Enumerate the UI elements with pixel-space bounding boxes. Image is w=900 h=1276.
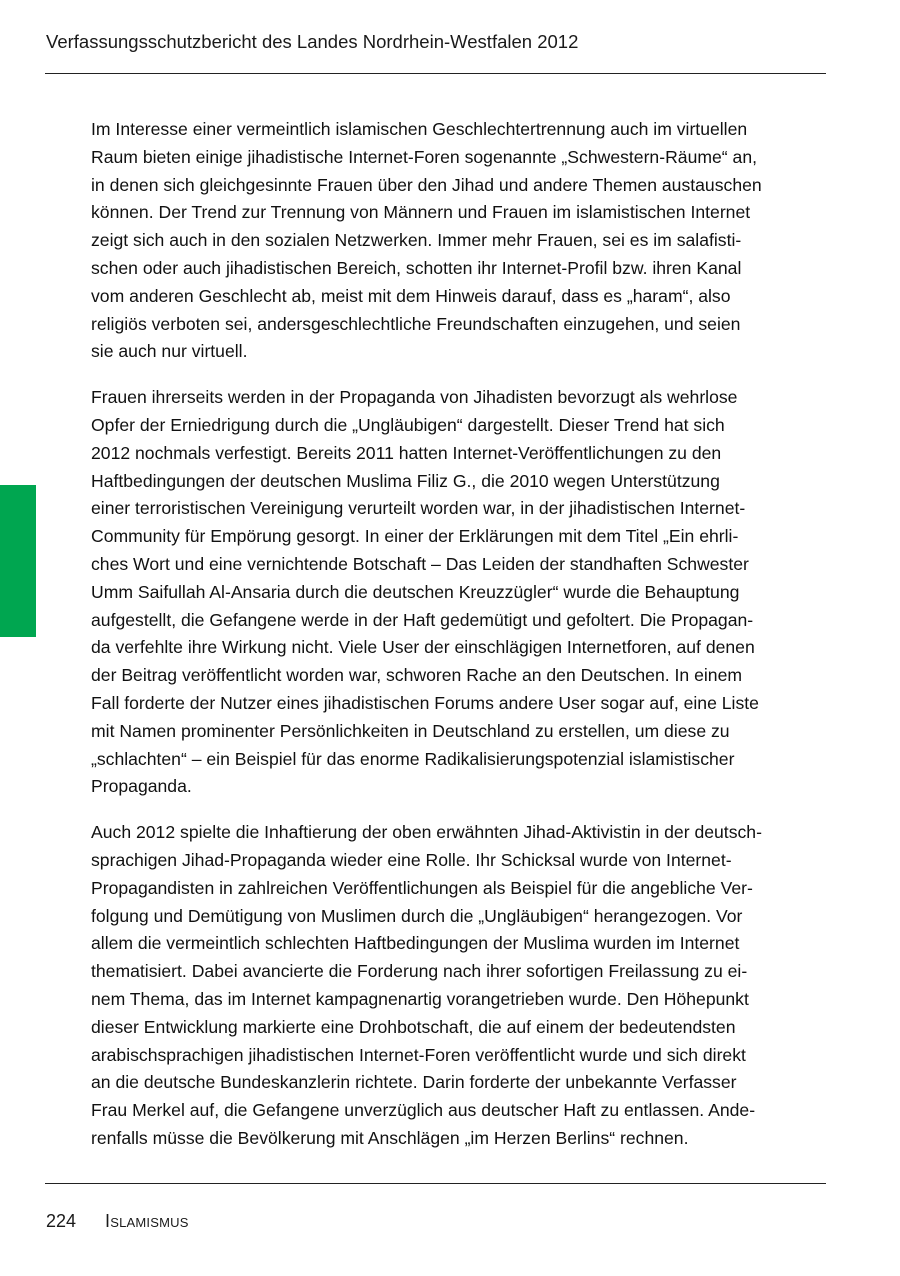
text-line: aufgestellt, die Gefangene werde in der Haft gedemütigt und gefoltert. Die Propagan- bbox=[91, 609, 754, 630]
text-line: religiös verboten sei, andersgeschlechtliche Freundschaften einzugehen, und seien bbox=[91, 313, 741, 334]
text-line: schen oder auch jihadistischen Bereich, schotten ihr Internet-Profil bzw. ihren Kanal bbox=[91, 257, 742, 278]
text-line: ches Wort und eine vernichtende Botschaft – Das Leiden der standhaften Schwester bbox=[91, 553, 749, 574]
text-line: Community für Empörung gesorgt. In einer der Erklärungen mit dem Titel „Ein ehrli- bbox=[91, 526, 739, 547]
text-line: sprachigen Jihad-Propaganda wieder eine Rolle. Ihr Schicksal wurde von Internet- bbox=[91, 849, 732, 870]
text-line: einer terroristischen Vereinigung verurteilt worden war, in der jihadistischen Internet- bbox=[91, 498, 746, 519]
text-line: „schlachten“ – ein Beispiel für das enorme Radikalisierungspotenzial islamistischer bbox=[91, 748, 735, 769]
body-text bbox=[91, 116, 829, 1171]
chapter-tab-marker bbox=[0, 485, 36, 637]
page-number: 224 bbox=[46, 1211, 77, 1231]
text-line: Fall forderte der Nutzer eines jihadistischen Forums andere User sogar auf, eine Liste bbox=[91, 692, 759, 713]
text-line: Raum bieten einige jihadistische Internet-Foren sogenannte „Schwestern-Räume“ an, bbox=[91, 146, 757, 167]
paragraph-2 bbox=[91, 384, 829, 801]
text-line: sie auch nur virtuell. bbox=[91, 341, 248, 362]
text-line: mit Namen prominenter Persönlichkeiten in Deutschland zu erstellen, um diese zu bbox=[91, 720, 730, 741]
text-line: 2012 nochmals verfestigt. Bereits 2011 hatten Internet-Veröffentlichungen zu den bbox=[91, 442, 722, 463]
text-line: Im Interesse einer vermeintlich islamischen Geschlechtertrennung auch im virtuellen bbox=[91, 119, 748, 139]
text-line: in denen sich gleichgesinnte Frauen über den Jihad und andere Themen austauschen bbox=[91, 174, 762, 195]
text-line: folgung und Demütigung von Muslimen durch die „Ungläubigen“ herangezogen. Vor bbox=[91, 905, 743, 926]
footer-divider bbox=[45, 1183, 826, 1184]
text-line: der Beitrag veröffentlicht worden war, schworen Rache an den Deutschen. In einem bbox=[91, 665, 743, 686]
text-line: vom anderen Geschlecht ab, meist mit dem Hinweis darauf, dass es „haram“, also bbox=[91, 285, 731, 306]
text-line: Frau Merkel auf, die Gefangene unverzüglich aus deutscher Haft zu entlassen. Ande- bbox=[91, 1100, 756, 1121]
text-line: Auch 2012 spielte die Inhaftierung der oben erwähnten Jihad-Aktivistin in der deutsch- bbox=[91, 822, 762, 843]
text-line: zeigt sich auch in den sozialen Netzwerken. Immer mehr Frauen, sei es im salafisti- bbox=[91, 230, 742, 251]
paragraph-1 bbox=[91, 116, 829, 366]
text-line: an die deutsche Bundeskanzlerin richtete. Darin forderte der unbekannte Verfasser bbox=[91, 1072, 737, 1093]
paragraph-3 bbox=[91, 819, 829, 1153]
text-line: renfalls müsse die Bevölkerung mit Anschlägen „im Herzen Berlins“ rechnen. bbox=[91, 1127, 689, 1148]
text-line: thematisiert. Dabei avancierte die Forderung nach ihrer sofortigen Freilassung zu ei- bbox=[91, 961, 748, 982]
text-line: Propagandisten in zahlreichen Veröffentlichungen als Beispiel für die angebliche Ver- bbox=[91, 877, 753, 898]
header-divider bbox=[45, 73, 826, 74]
text-line: Haftbedingungen der deutschen Muslima Filiz G., die 2010 wegen Unterstützung bbox=[91, 470, 720, 491]
text-line: Umm Saifullah Al-Ansaria durch die deutschen Kreuzzügler“ wurde die Behauptung bbox=[91, 581, 740, 602]
text-line: allem die vermeintlich schlechten Haftbedingungen der Muslima wurden im Internet bbox=[91, 933, 740, 954]
text-line: können. Der Trend zur Trennung von Männern und Frauen im islamistischen Internet bbox=[91, 202, 751, 223]
section-title: Islamismus bbox=[105, 1211, 189, 1231]
text-line: da verfehlte ihre Wirkung nicht. Viele User der einschlägigen Internetforen, auf denen bbox=[91, 637, 755, 658]
text-line: nem Thema, das im Internet kampagnenartig vorangetrieben wurde. Den Höhepunkt bbox=[91, 988, 749, 1009]
running-header-title: Verfassungsschutzbericht des Landes Nordrhein-Westfalen 2012 bbox=[46, 31, 579, 52]
text-line: arabischsprachigen jihadistischen Internet-Foren veröffentlicht wurde und sich direkt bbox=[91, 1044, 746, 1065]
text-line: Opfer der Erniedrigung durch die „Ungläubigen“ dargestellt. Dieser Trend hat sich bbox=[91, 414, 725, 435]
text-line: Propaganda. bbox=[91, 776, 192, 797]
text-line: Frauen ihrerseits werden in der Propaganda von Jihadisten bevorzugt als wehrlose bbox=[91, 387, 738, 408]
text-line: dieser Entwicklung markierte eine Drohbotschaft, die auf einem der bedeutendsten bbox=[91, 1016, 736, 1037]
